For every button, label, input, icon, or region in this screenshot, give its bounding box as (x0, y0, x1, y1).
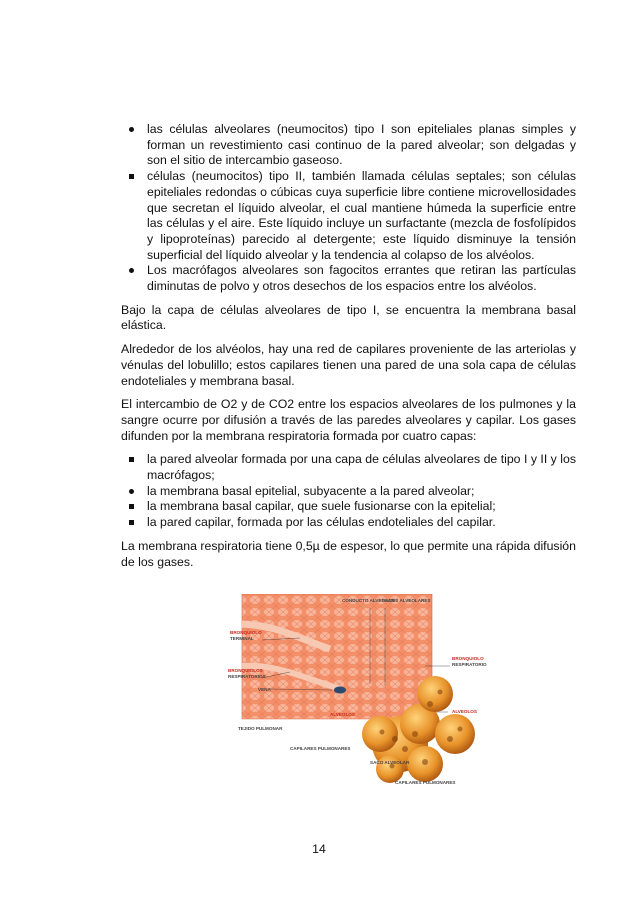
bronquiolos-respiratorios-label-2: RESPIRATORIOS (228, 674, 266, 679)
membrane-layers-list (121, 452, 576, 531)
alveolos-label-left: ALVEOLOS (330, 712, 355, 717)
cell-types-list (121, 122, 576, 295)
bullet-icon (129, 489, 134, 494)
list-item: Los macrófagos alveolares son fagocitos errantes que retiran las partículas diminutas de polvo y otros desechos de los espacios entre los alvéolos. (121, 263, 576, 294)
bullet-icon (129, 457, 134, 462)
paragraph: Alrededor de los alvéolos, hay una red de capilares proveniente de las arteriolas y vénulas del lobulillo; estos capilares tienen una pared de una sola capa de células endoteliales y membrana basal. (121, 342, 576, 388)
body-text (121, 122, 576, 570)
lung-tissue-drawing (220, 594, 500, 790)
bullet-icon (129, 520, 134, 525)
bronquiolos-respiratorios-label: BRONQUIOLOS (228, 668, 263, 673)
vein-shape (334, 687, 346, 694)
list-item: la membrana basal epitelial, subyacente a la pared alveolar; (121, 484, 576, 500)
bronquiolo-respiratorio-label-2: RESPIRATORIO (452, 662, 487, 667)
paragraph: Bajo la capa de células alveolares de tipo I, se encuentra la membrana basal elástica. (121, 302, 576, 333)
bullet-icon (129, 268, 134, 273)
alveolos-label-right: ALVEOLOS (452, 709, 477, 714)
list-item: la pared alveolar formada por una capa de células alveolares de tipo I y II y los macrófagos; (121, 452, 576, 483)
bullet-icon (129, 127, 134, 132)
lung-tissue-illustration (220, 594, 500, 790)
capilares-pulmonares-label-left: CAPILARES PULMONARES (290, 746, 351, 751)
sacos-alveolares-label: SACOS ALVEOLARES (382, 598, 431, 603)
list-item: las células alveolares (neumocitos) tipo I son epiteliales planas simples y forman un revestimiento casi continuo de la pared alveolar; son delgadas y son el sitio de intercambio gaseoso. (121, 122, 576, 169)
capilares-pulmonares-label-right: CAPILARES PULMONARES (395, 780, 456, 785)
tejido-pulmonar-label: TEJIDO PULMONAR (238, 726, 283, 731)
bronquiolo-respiratorio-label: BRONQUIOLO (452, 656, 484, 661)
bronquiolo-terminal-label: BRONQUIOLO (230, 630, 262, 635)
vena-label: VENA (258, 687, 271, 692)
bullet-icon (129, 504, 134, 509)
closing-paragraph: La membrana respiratoria tiene 0,5µ de espesor, lo que permite una rápida difusión de los gases. (121, 538, 576, 569)
tissue-block (242, 594, 432, 719)
list-item: la pared capilar, formada por las células endoteliales del capilar. (121, 515, 576, 531)
paragraph: El intercambio de O2 y de CO2 entre los espacios alveolares de los pulmones y la sangre ocurre por difusión a través de las paredes alveolares y capilar. Los gases difunden por la membrana respiratoria formada por cuatro capas: (121, 397, 576, 443)
list-item: células (neumocitos) tipo II, también llamada células septales; son células epiteliales redondas o cúbicas cuya superficie libre contiene microvellosidades que secretan el líquido alveolar, el cual mantiene húmeda la superficie entre las células y el aire. Este líquido incluye un surfactante (mezcla de fosfolípidos y lipoproteínas) parecido al detergente; este líquido disminuye la tensión superficial del líquido alveolar y la tendencia al colapso de los alvéolos. (121, 169, 576, 263)
bronquiolo-terminal-label-2: TERMINAL (230, 636, 254, 641)
page-number: 14 (312, 842, 326, 856)
bullet-icon (129, 174, 134, 179)
saco-alveolar-label: SACO ALVEOLAR (370, 760, 410, 765)
conducto-alveolar-label: CONDUCTO ALVEOLAR (342, 598, 395, 603)
list-item: la membrana basal capilar, que suele fusionarse con la epitelial; (121, 499, 576, 515)
